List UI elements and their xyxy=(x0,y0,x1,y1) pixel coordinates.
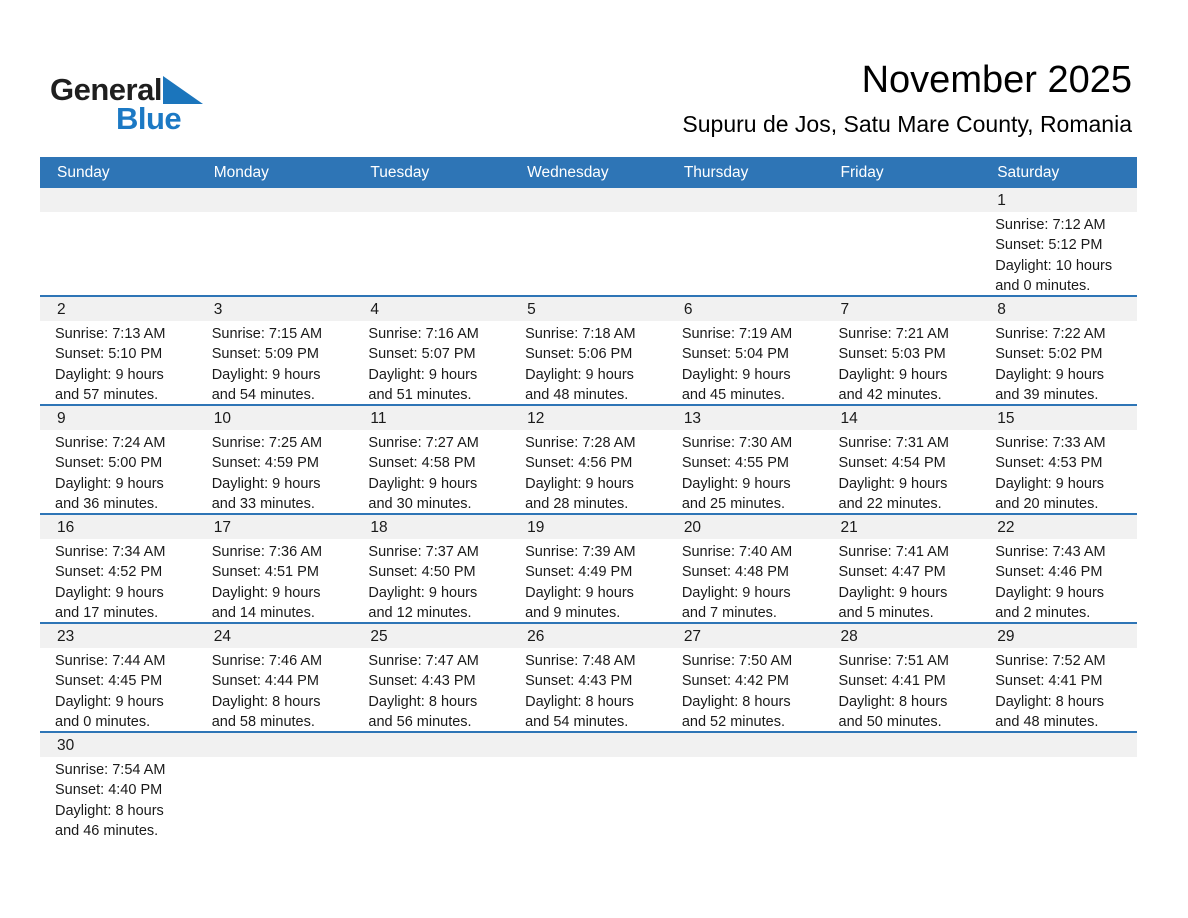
day-detail-line: Sunrise: 7:30 AM xyxy=(681,435,793,451)
weekday-header-sunday: Sunday xyxy=(57,164,110,181)
page-title: November 2025 xyxy=(861,59,1132,101)
day-detail-line: Sunset: 5:07 PM xyxy=(368,346,476,363)
weekday-header-monday: Monday xyxy=(213,164,269,181)
day-detail-line: Sunset: 5:04 PM xyxy=(681,346,790,363)
day-detail-line: Daylight: 10 hours xyxy=(995,257,1113,274)
day-detail-line: Sunrise: 7:50 AM xyxy=(681,653,793,669)
week-row xyxy=(40,188,1137,297)
day-number: 18 xyxy=(370,519,388,536)
day-detail-line: Daylight: 8 hours xyxy=(525,693,634,710)
day-detail-line: Daylight: 8 hours xyxy=(368,693,478,710)
empty-day-number xyxy=(510,733,667,757)
day-detail-line: Daylight: 9 hours xyxy=(55,475,164,492)
weekday-header-friday: Friday xyxy=(840,164,884,181)
day-detail-line: Daylight: 9 hours xyxy=(55,366,164,383)
day-detail-line: Daylight: 9 hours xyxy=(525,366,634,383)
day-number: 16 xyxy=(57,519,75,536)
location-subtitle: Supuru de Jos, Satu Mare County, Romania xyxy=(682,111,1132,137)
day-detail-line: Daylight: 9 hours xyxy=(55,693,164,710)
empty-day-cell xyxy=(197,212,354,297)
empty-day-number xyxy=(980,733,1137,757)
day-detail-line: Sunrise: 7:21 AM xyxy=(838,326,949,342)
logo-text-general: General xyxy=(50,72,162,107)
day-detail-line: Sunset: 4:47 PM xyxy=(838,564,946,581)
day-detail-line: Sunset: 4:41 PM xyxy=(838,673,946,690)
day-detail-line: Sunrise: 7:27 AM xyxy=(368,435,479,451)
day-detail-line: Sunrise: 7:48 AM xyxy=(525,653,636,669)
day-detail-line: and 12 minutes. xyxy=(368,605,472,622)
day-details-row xyxy=(40,321,1137,406)
day-cell xyxy=(824,321,981,406)
week-row xyxy=(40,624,1137,733)
day-detail-line: Daylight: 9 hours xyxy=(838,475,948,492)
day-detail-line: Sunset: 5:03 PM xyxy=(838,346,946,363)
day-detail-line: Daylight: 9 hours xyxy=(525,584,634,601)
day-detail-line: and 0 minutes. xyxy=(995,278,1091,295)
day-detail-line: Sunset: 4:50 PM xyxy=(368,564,476,581)
day-cell xyxy=(40,321,197,406)
day-detail-line: Sunset: 4:43 PM xyxy=(368,673,476,690)
day-detail-line: Daylight: 9 hours xyxy=(995,584,1105,601)
day-detail-line: and 14 minutes. xyxy=(211,605,315,622)
day-detail-line: and 0 minutes. xyxy=(55,714,151,731)
day-cell xyxy=(980,539,1137,624)
day-number: 15 xyxy=(997,410,1015,427)
empty-day-cell xyxy=(353,757,510,842)
empty-day-cell xyxy=(510,757,667,842)
day-detail-line: Sunset: 4:52 PM xyxy=(55,564,163,581)
day-detail-line: Sunset: 4:46 PM xyxy=(995,564,1103,581)
day-detail-line: Sunrise: 7:40 AM xyxy=(681,544,793,560)
day-detail-line: Daylight: 8 hours xyxy=(55,802,164,819)
day-number: 8 xyxy=(997,301,1006,318)
day-detail-line: Sunset: 4:49 PM xyxy=(525,564,633,581)
day-number: 17 xyxy=(213,519,231,536)
day-detail-line: Sunset: 4:41 PM xyxy=(995,673,1103,690)
weekday-header-saturday: Saturday xyxy=(997,164,1060,181)
day-cell xyxy=(667,648,824,733)
day-cell xyxy=(824,539,981,624)
day-cell xyxy=(980,212,1137,297)
day-detail-line: Sunset: 4:54 PM xyxy=(838,455,946,472)
day-detail-line: Sunset: 5:00 PM xyxy=(55,455,163,472)
day-detail-line: Sunrise: 7:52 AM xyxy=(995,653,1106,669)
day-cell xyxy=(40,757,197,842)
day-cell xyxy=(197,648,354,733)
empty-day-number xyxy=(824,733,981,757)
day-number: 21 xyxy=(840,519,858,536)
day-number: 12 xyxy=(527,410,545,427)
day-detail-line: Sunrise: 7:46 AM xyxy=(211,653,323,669)
day-detail-line: Sunrise: 7:47 AM xyxy=(368,653,479,669)
day-number: 7 xyxy=(840,301,850,318)
day-cell xyxy=(40,430,197,515)
day-detail-line: and 39 minutes. xyxy=(995,387,1099,404)
empty-day-cell xyxy=(667,757,824,842)
day-detail-line: Sunrise: 7:43 AM xyxy=(995,544,1106,560)
day-detail-line: Sunrise: 7:51 AM xyxy=(838,653,949,669)
empty-day-number xyxy=(667,733,824,757)
day-number-band xyxy=(40,515,1137,539)
day-detail-line: Daylight: 8 hours xyxy=(681,693,791,710)
day-details-row xyxy=(40,757,1137,842)
day-detail-line: and 28 minutes. xyxy=(525,496,629,513)
day-detail-line: Sunrise: 7:24 AM xyxy=(55,435,166,451)
day-detail-line: Sunrise: 7:31 AM xyxy=(838,435,949,451)
day-detail-line: Sunrise: 7:37 AM xyxy=(368,544,479,560)
day-detail-line: and 48 minutes. xyxy=(525,387,629,404)
day-number: 27 xyxy=(683,628,702,645)
day-detail-line: and 57 minutes. xyxy=(55,387,159,404)
day-cell xyxy=(197,321,354,406)
day-detail-line: Sunset: 4:53 PM xyxy=(995,455,1103,472)
day-detail-line: Sunset: 4:44 PM xyxy=(211,673,319,690)
day-detail-line: Sunset: 4:42 PM xyxy=(681,673,790,690)
day-number: 14 xyxy=(840,410,858,427)
day-cell xyxy=(824,430,981,515)
day-detail-line: Daylight: 9 hours xyxy=(995,366,1105,383)
day-cell xyxy=(353,321,510,406)
empty-day-number xyxy=(510,188,667,212)
day-number-band xyxy=(40,297,1137,321)
day-detail-line: Sunrise: 7:15 AM xyxy=(211,326,323,342)
day-detail-line: Sunset: 5:06 PM xyxy=(525,346,633,363)
day-detail-line: and 36 minutes. xyxy=(55,496,159,513)
empty-day-number xyxy=(197,188,354,212)
day-detail-line: Daylight: 9 hours xyxy=(55,584,164,601)
day-detail-line: and 51 minutes. xyxy=(368,387,472,404)
day-detail-line: Daylight: 9 hours xyxy=(681,475,791,492)
day-cell xyxy=(510,430,667,515)
day-number-band xyxy=(40,188,1137,212)
empty-day-number xyxy=(197,733,354,757)
day-number: 28 xyxy=(840,628,858,645)
day-detail-line: Sunset: 4:55 PM xyxy=(681,455,790,472)
day-details-row xyxy=(40,648,1137,733)
day-number: 2 xyxy=(57,301,66,318)
day-cell xyxy=(197,430,354,515)
day-details-row xyxy=(40,430,1137,515)
day-number-band xyxy=(40,406,1137,430)
day-cell xyxy=(40,539,197,624)
day-number: 24 xyxy=(213,628,231,645)
day-detail-line: Sunrise: 7:54 AM xyxy=(55,762,166,778)
day-number-band xyxy=(40,624,1137,648)
day-detail-line: Sunset: 4:40 PM xyxy=(55,782,163,799)
day-detail-line: and 22 minutes. xyxy=(838,496,942,513)
day-detail-line: Sunset: 4:43 PM xyxy=(525,673,633,690)
day-detail-line: Sunrise: 7:33 AM xyxy=(995,435,1106,451)
day-cell xyxy=(667,539,824,624)
day-detail-line: Sunset: 4:56 PM xyxy=(525,455,633,472)
day-detail-line: and 7 minutes. xyxy=(681,605,777,622)
day-detail-line: Daylight: 9 hours xyxy=(368,475,478,492)
day-cell xyxy=(980,321,1137,406)
day-detail-line: Daylight: 9 hours xyxy=(211,584,321,601)
day-detail-line: Sunset: 5:12 PM xyxy=(995,237,1103,254)
day-detail-line: Sunrise: 7:39 AM xyxy=(525,544,636,560)
day-detail-line: Daylight: 8 hours xyxy=(838,693,948,710)
empty-day-cell xyxy=(510,212,667,297)
day-detail-line: and 9 minutes. xyxy=(525,605,621,622)
day-detail-line: and 48 minutes. xyxy=(995,714,1099,731)
day-detail-line: Sunrise: 7:25 AM xyxy=(211,435,323,451)
day-detail-line: Daylight: 9 hours xyxy=(995,475,1105,492)
day-number: 30 xyxy=(57,737,75,754)
day-detail-line: and 5 minutes. xyxy=(838,605,934,622)
week-row xyxy=(40,733,1137,840)
day-detail-line: and 58 minutes. xyxy=(211,714,315,731)
day-details-row xyxy=(40,212,1137,297)
empty-day-number xyxy=(353,733,510,757)
empty-day-cell xyxy=(824,212,981,297)
day-cell xyxy=(510,321,667,406)
day-detail-line: Daylight: 9 hours xyxy=(838,366,948,383)
empty-day-cell xyxy=(824,757,981,842)
day-detail-line: and 42 minutes. xyxy=(838,387,942,404)
empty-day-cell xyxy=(197,757,354,842)
week-row xyxy=(40,515,1137,624)
day-cell xyxy=(980,430,1137,515)
day-cell xyxy=(510,648,667,733)
day-details-row xyxy=(40,539,1137,624)
day-cell xyxy=(667,430,824,515)
empty-day-number xyxy=(824,188,981,212)
day-detail-line: Daylight: 9 hours xyxy=(368,584,478,601)
day-number: 29 xyxy=(997,628,1015,645)
day-detail-line: Sunset: 4:45 PM xyxy=(55,673,163,690)
week-row xyxy=(40,297,1137,406)
day-detail-line: Sunrise: 7:13 AM xyxy=(55,326,166,342)
day-number: 9 xyxy=(57,410,66,427)
empty-day-number xyxy=(353,188,510,212)
day-detail-line: Sunrise: 7:12 AM xyxy=(995,217,1106,233)
weekday-header-wednesday: Wednesday xyxy=(527,164,609,181)
day-detail-line: and 45 minutes. xyxy=(681,387,785,404)
day-detail-line: Sunset: 4:51 PM xyxy=(211,564,319,581)
day-detail-line: Daylight: 8 hours xyxy=(995,693,1105,710)
day-detail-line: and 52 minutes. xyxy=(681,714,785,731)
day-detail-line: and 25 minutes. xyxy=(681,496,785,513)
day-detail-line: Daylight: 9 hours xyxy=(681,584,791,601)
empty-day-cell xyxy=(667,212,824,297)
day-detail-line: Daylight: 9 hours xyxy=(681,366,791,383)
week-row xyxy=(40,406,1137,515)
day-detail-line: Sunrise: 7:16 AM xyxy=(368,326,479,342)
day-cell xyxy=(824,648,981,733)
day-number: 20 xyxy=(683,519,702,536)
weekday-header-tuesday: Tuesday xyxy=(370,164,430,181)
day-detail-line: Sunrise: 7:41 AM xyxy=(838,544,949,560)
day-detail-line: and 54 minutes. xyxy=(525,714,629,731)
calendar-weeks xyxy=(40,188,1137,840)
title-block xyxy=(682,58,1132,138)
day-detail-line: and 46 minutes. xyxy=(55,823,159,840)
day-detail-line: Sunset: 4:48 PM xyxy=(681,564,790,581)
day-detail-line: Sunrise: 7:18 AM xyxy=(525,326,636,342)
day-detail-line: Daylight: 9 hours xyxy=(211,475,321,492)
day-detail-line: and 30 minutes. xyxy=(368,496,472,513)
general-blue-logo xyxy=(50,72,250,142)
day-number: 1 xyxy=(997,192,1006,209)
day-detail-line: Sunset: 4:59 PM xyxy=(211,455,319,472)
day-cell xyxy=(353,539,510,624)
day-detail-line: and 50 minutes. xyxy=(838,714,942,731)
day-cell xyxy=(353,648,510,733)
day-detail-line: Daylight: 8 hours xyxy=(211,693,321,710)
day-detail-line: Sunrise: 7:28 AM xyxy=(525,435,636,451)
day-detail-line: and 17 minutes. xyxy=(55,605,159,622)
day-number: 25 xyxy=(370,628,388,645)
empty-day-number xyxy=(667,188,824,212)
day-detail-line: Sunrise: 7:34 AM xyxy=(55,544,166,560)
day-number-band xyxy=(40,733,1137,757)
day-detail-line: Daylight: 9 hours xyxy=(368,366,478,383)
calendar xyxy=(40,157,1137,840)
day-detail-line: and 56 minutes. xyxy=(368,714,472,731)
day-number: 11 xyxy=(370,410,387,427)
day-detail-line: Sunrise: 7:36 AM xyxy=(211,544,323,560)
day-cell xyxy=(353,430,510,515)
day-cell xyxy=(40,648,197,733)
day-number: 4 xyxy=(370,301,380,318)
day-detail-line: and 20 minutes. xyxy=(995,496,1099,513)
day-number: 26 xyxy=(527,628,545,645)
day-detail-line: Sunset: 5:10 PM xyxy=(55,346,163,363)
day-number: 13 xyxy=(683,410,702,427)
day-number: 19 xyxy=(527,519,545,536)
day-detail-line: Sunset: 5:02 PM xyxy=(995,346,1103,363)
day-number: 10 xyxy=(213,410,231,427)
weekday-header-row xyxy=(40,157,1137,188)
day-cell xyxy=(980,648,1137,733)
day-detail-line: and 33 minutes. xyxy=(211,496,315,513)
day-cell xyxy=(667,321,824,406)
day-detail-line: Sunrise: 7:44 AM xyxy=(55,653,166,669)
day-detail-line: Sunset: 4:58 PM xyxy=(368,455,476,472)
day-detail-line: Daylight: 9 hours xyxy=(838,584,948,601)
weekday-header-thursday: Thursday xyxy=(683,164,749,181)
logo-triangle-icon xyxy=(163,76,203,104)
day-cell xyxy=(197,539,354,624)
day-detail-line: Sunset: 5:09 PM xyxy=(211,346,319,363)
day-number: 23 xyxy=(57,628,75,645)
day-cell xyxy=(510,539,667,624)
day-number: 5 xyxy=(527,301,536,318)
day-detail-line: and 2 minutes. xyxy=(995,605,1091,622)
day-detail-line: Sunrise: 7:19 AM xyxy=(681,326,793,342)
day-number: 22 xyxy=(997,519,1015,536)
empty-day-cell xyxy=(980,757,1137,842)
empty-day-cell xyxy=(353,212,510,297)
logo-text-blue: Blue xyxy=(116,101,182,136)
day-detail-line: Daylight: 9 hours xyxy=(525,475,634,492)
day-number: 3 xyxy=(213,301,223,318)
day-detail-line: Sunrise: 7:22 AM xyxy=(995,326,1106,342)
empty-day-number xyxy=(40,188,197,212)
day-detail-line: and 54 minutes. xyxy=(211,387,315,404)
day-detail-line: Daylight: 9 hours xyxy=(211,366,321,383)
empty-day-cell xyxy=(40,212,197,297)
day-number: 6 xyxy=(683,301,693,318)
